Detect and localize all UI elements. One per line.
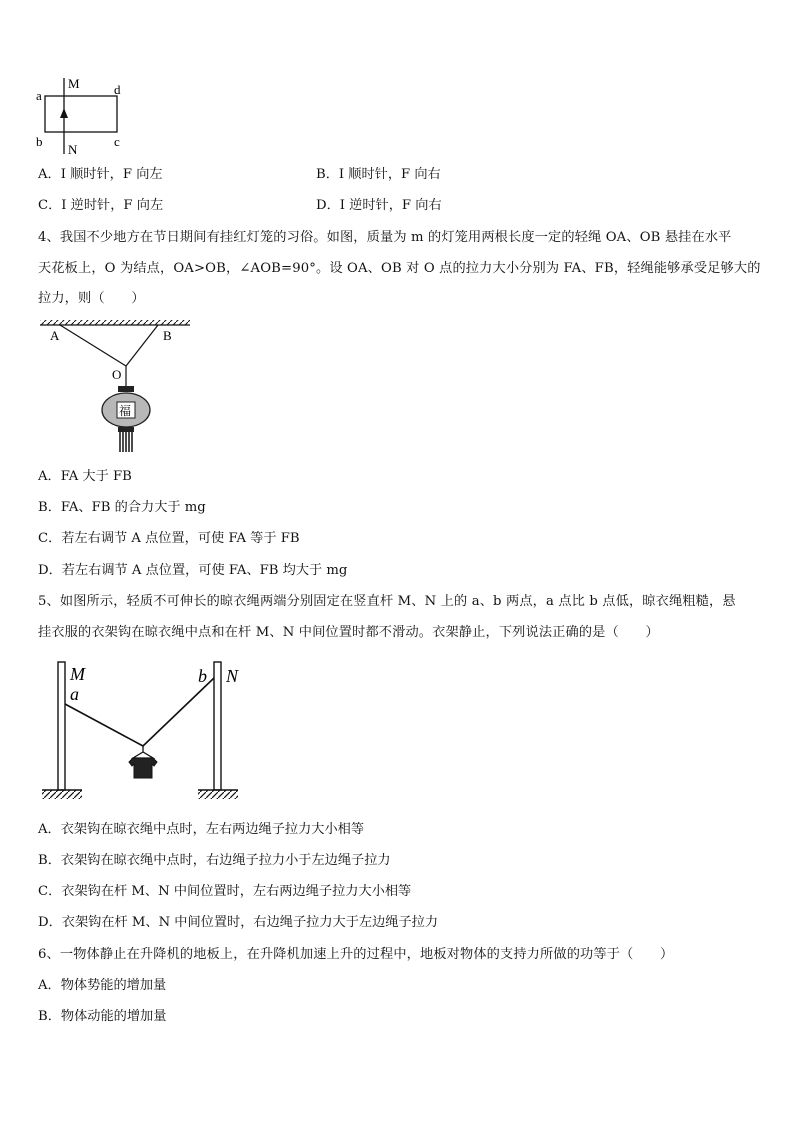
q3-option-b: B．I 顺时针，F 向右 [316,167,441,182]
q3-figure [30,74,130,160]
lantern-top-cap [118,386,134,392]
label-b: b [198,666,207,686]
label-c: c [114,134,120,149]
label-A: A [50,328,60,343]
label-b: b [36,134,43,149]
q5-option-a: A．衣架钩在晾衣绳中点时，左右两边绳子拉力大小相等 [38,822,365,837]
q4-stem-line-2: 天花板上，O 为结点，OA>OB，∠AOB=90°。设 OA、OB 对 O 点的拉力大小分别为 FA、FB，轻绳能够承受足够大的 [38,261,761,276]
lantern-bottom-cap [118,427,134,432]
ground-m [42,790,82,799]
q4-option-c: C．若左右调节 A 点位置，可使 FA 等于 FB [38,531,300,546]
label-d: d [114,82,121,97]
rope-oa [60,325,126,366]
label-B: B [163,328,172,343]
rope-ob [126,325,158,366]
label-M: M [70,664,85,684]
lantern-tassels [120,432,132,452]
q4-figure [38,316,198,458]
lantern-character: 福 [119,404,132,418]
q5-figure [38,654,248,804]
pole-m [58,662,65,790]
q6-option-b: B．物体动能的增加量 [38,1009,167,1024]
label-N: N [226,666,239,686]
label-N: N [68,142,78,157]
label-a: a [36,88,42,103]
q6-option-a: A．物体势能的增加量 [38,978,167,993]
q5-stem-line-2: 挂衣服的衣架钩在晾衣绳中点和在杆 M、N 中间位置时都不滑动。衣架静止，下列说法正确的是（ ） [38,625,659,640]
q4-option-d: D．若左右调节 A 点位置，可使 FA、FB 均大于 mg [38,563,348,578]
rope-left [65,704,143,746]
q3-option-c: C．I 逆时针，F 向左 [38,198,164,213]
ground-n [198,790,238,799]
loop-rectangle [45,96,117,132]
q4-option-a: A．FA 大于 FB [38,469,132,484]
q5-option-d: D．衣架钩在杆 M、N 中间位置时，右边绳子拉力大于左边绳子拉力 [38,915,439,930]
q5-option-c: C．衣架钩在杆 M、N 中间位置时，左右两边绳子拉力大小相等 [38,884,412,899]
label-O: O [112,367,122,382]
shirt-icon [129,758,157,778]
pole-n [214,662,221,790]
label-M: M [68,76,80,91]
label-a: a [70,684,79,704]
q5-stem-line-1: 5、如图所示，轻质不可伸长的晾衣绳两端分别固定在竖直杆 M、N 上的 a、b 两点，a 点比 b 点低，晾衣绳粗糙，悬 [38,594,736,609]
q4-stem-line-1: 4、我国不少地方在节日期间有挂红灯笼的习俗。如图，质量为 m 的灯笼用两根长度一定的轻绳 OA、OB 悬挂在水平 [38,230,732,245]
hanger [133,746,153,758]
current-arrow-icon [60,108,68,118]
ceiling [40,320,190,325]
q3-option-d: D．I 逆时针，F 向右 [316,198,442,213]
q4-option-b: B．FA、FB 的合力大于 mg [38,500,206,515]
rope-right [143,678,214,746]
q6-stem-line-1: 6、一物体静止在升降机的地板上，在升降机加速上升的过程中，地板对物体的支持力所做的功等于（ ） [38,947,674,962]
q4-stem-line-3: 拉力，则（ ） [38,291,145,306]
q3-option-a: A．I 顺时针，F 向左 [38,167,163,182]
q5-option-b: B．衣架钩在晾衣绳中点时，右边绳子拉力小于左边绳子拉力 [38,853,391,868]
